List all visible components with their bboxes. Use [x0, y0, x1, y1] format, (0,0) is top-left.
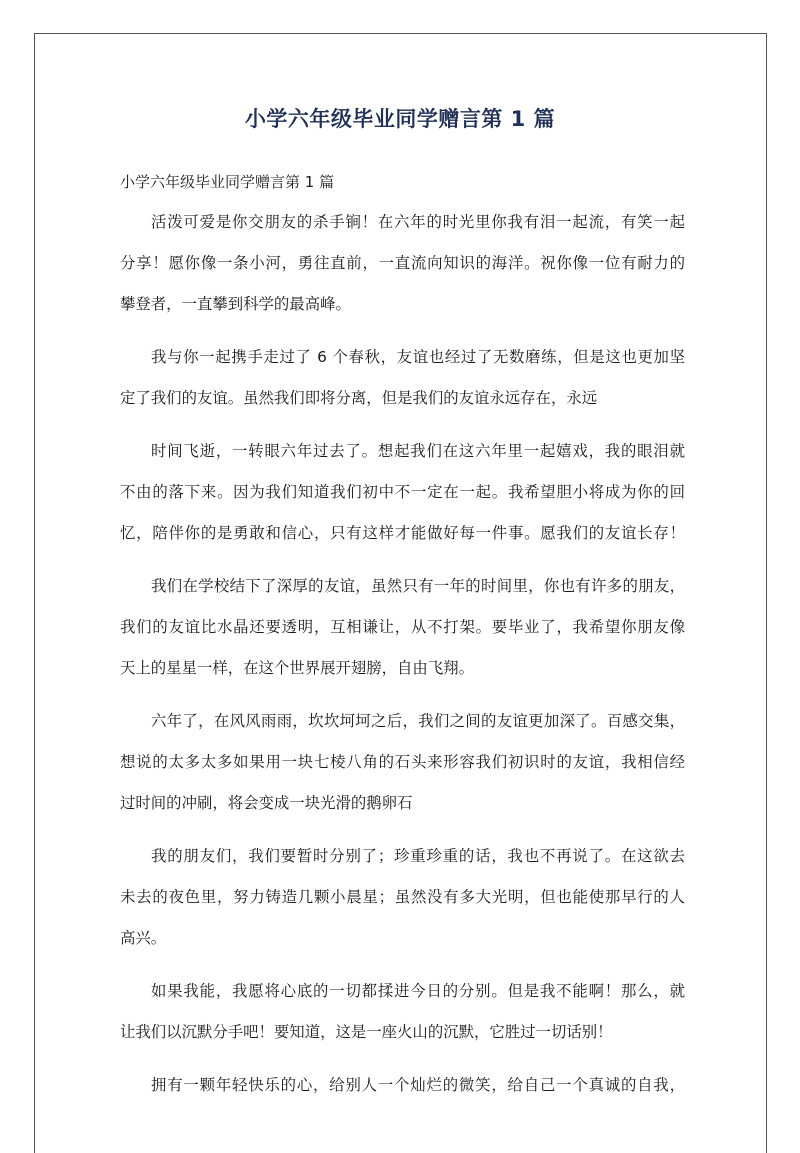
- text-line: 未去的夜色里，努力铸造几颗小晨星；虽然没有多大光明，但也能使那早行的人: [120, 888, 685, 906]
- text-line: 过时间的冲刷，将会变成一块光滑的鹅卵石: [120, 794, 413, 812]
- document-subtitle: 小学六年级毕业同学赠言第 1 篇: [120, 173, 335, 191]
- text-line: 如果我能，我愿将心底的一切都揉进今日的分别。但是我不能啊！那么，就: [151, 982, 685, 1000]
- text-line: 六年了，在风风雨雨，坎坎坷坷之后，我们之间的友谊更加深了。百感交集，: [151, 712, 685, 730]
- text-line: 攀登者，一直攀到科学的最高峰。: [120, 295, 351, 313]
- paragraph: [120, 971, 685, 1053]
- text-line: 忆，陪伴你的是勇敢和信心，只有这样才能做好每一件事。愿我们的友谊长存！: [120, 524, 685, 542]
- text-line: 天上的星星一样，在这个世界展开翅膀，自由飞翔。: [120, 659, 474, 677]
- text-line: 定了我们的友谊。虽然我们即将分离，但是我们的友谊永远存在，永远: [120, 389, 598, 407]
- text-line: 活泼可爱是你交朋友的杀手锏！在六年的时光里你我有泪一起流，有笑一起: [151, 213, 685, 231]
- paragraph: [120, 337, 685, 419]
- paragraph: [120, 836, 685, 959]
- text-line: 拥有一颗年轻快乐的心，给别人一个灿烂的微笑，给自己一个真诚的自我，: [151, 1076, 685, 1094]
- text-line: 我们的友谊比水晶还要透明，互相谦让，从不打架。要毕业了，我希望你朋友像: [120, 618, 685, 636]
- text-line: 高兴。: [120, 929, 167, 947]
- text-line: 我的朋友们，我们要暂时分别了；珍重珍重的话，我也不再说了。在这欲去: [151, 847, 685, 865]
- document-title: 小学六年级毕业同学赠言第 1 篇: [244, 107, 556, 131]
- text-line: 我与你一起携手走过了 6 个春秋，友谊也经过了无数磨练，但是这也更加坚: [151, 348, 685, 366]
- text-line: 想说的太多太多如果用一块七棱八角的石头来形容我们初识时的友谊，我相信经: [120, 753, 685, 771]
- document-body: [120, 166, 685, 1118]
- paragraph: [120, 1065, 685, 1106]
- text-line: 分享！愿你像一条小河，勇往直前，一直流向知识的海洋。祝你像一位有耐力的: [120, 254, 685, 272]
- text-line: 不由的落下来。因为我们知道我们初中不一定在一起。我希望胆小将成为你的回: [120, 483, 685, 501]
- text-line: 时间飞逝，一转眼六年过去了。想起我们在这六年里一起嬉戏，我的眼泪就: [151, 442, 685, 460]
- text-line: 我们在学校结下了深厚的友谊，虽然只有一年的时间里，你也有许多的朋友，: [151, 577, 685, 595]
- paragraph: [120, 431, 685, 554]
- paragraph: [120, 701, 685, 824]
- paragraph: [120, 566, 685, 689]
- text-line: 让我们以沉默分手吧！要知道，这是一座火山的沉默，它胜过一切话别！: [120, 1023, 613, 1041]
- paragraph: [120, 202, 685, 325]
